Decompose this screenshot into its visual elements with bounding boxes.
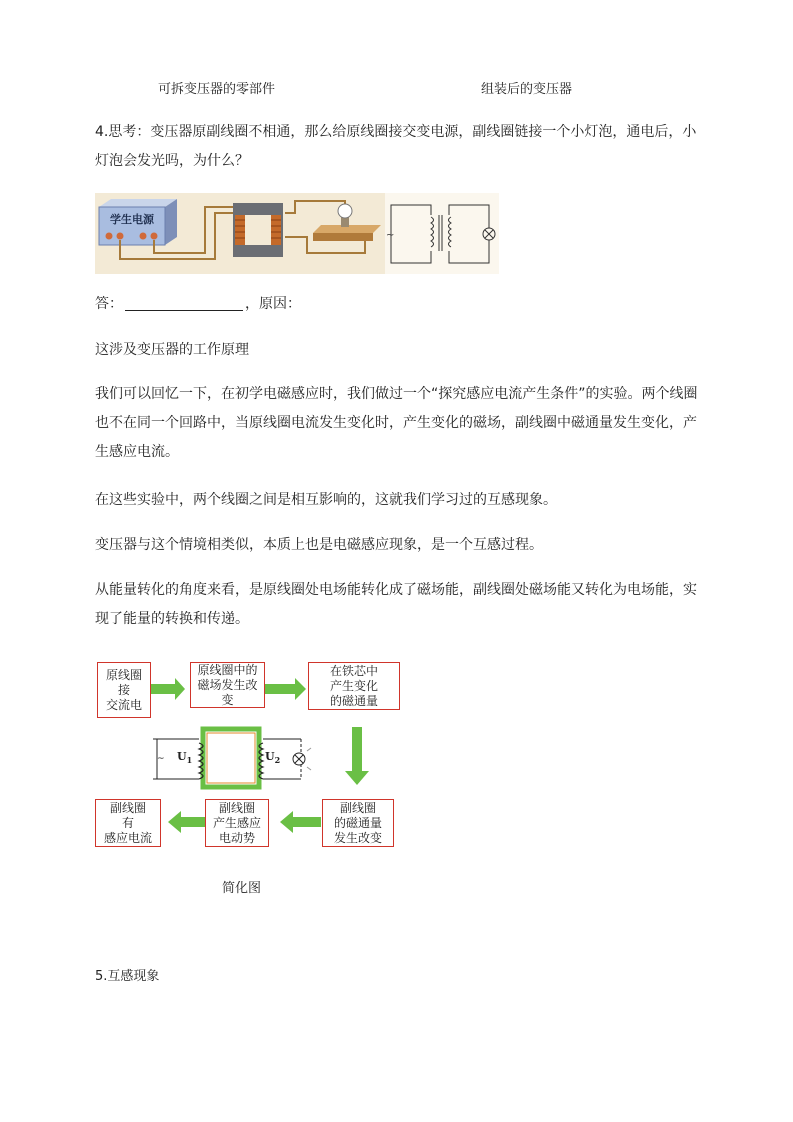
flow-arrow-right-1 — [151, 678, 185, 700]
svg-text:~: ~ — [386, 230, 395, 241]
flow-box-secondary-emf: 副线圈 产生感应 电动势 — [205, 799, 269, 847]
question-4-text: 4.思考：变压器原副线圈不相通，那么给原线圈接交变电源，副线圈链接一个小灯泡，通电后，小灯泡会发光吗，为什么？ — [95, 124, 697, 169]
caption-transformer-assembled: 组装后的变压器 — [481, 82, 573, 97]
flow-arrow-left-1 — [280, 811, 321, 833]
answer-suffix: ，原因： — [245, 296, 301, 312]
u2-label: $U_2$ — [265, 750, 281, 766]
section-5-heading: 5.互感现象 — [95, 969, 160, 984]
mutual-induction-flowchart — [95, 655, 405, 855]
flow-box-secondary-current: 副线圈 有 感应电流 — [95, 799, 161, 847]
svg-text:~: ~ — [157, 754, 165, 764]
flow-arrow-right-2 — [265, 678, 306, 700]
flow-box-primary-field-change: 原线圈中的 磁场发生改 变 — [190, 662, 265, 708]
paragraph-energy-conversion: 从能量转化的角度来看，是原线圈处电场能转化成了磁场能，副线圈处磁场能又转化为电场能，实现了能量的转换和传递。 — [95, 582, 697, 627]
u1-label: $U_1$ — [177, 750, 193, 766]
flow-arrow-down — [345, 727, 369, 785]
paragraph-mutual-influence: 在这些实验中，两个线圈之间是相互影响的，这就我们学习过的互感现象。 — [95, 492, 557, 508]
flow-box-core-flux: 在铁芯中 产生变化 的磁通量 — [308, 662, 400, 710]
transformer-experiment-figure — [95, 193, 499, 274]
flowchart-caption: 简化图 — [222, 881, 262, 896]
caption-transformer-parts: 可拆变压器的零部件 — [158, 82, 276, 97]
paragraph-working-principle: 这涉及变压器的工作原理 — [95, 342, 249, 358]
answer-prefix: 答： — [95, 296, 123, 312]
flow-arrow-left-2 — [168, 811, 205, 833]
power-supply-label: 学生电源 — [110, 213, 154, 226]
paragraph-transformer-similar: 变压器与这个情境相类似，本质上也是电磁感应现象，是一个互感过程。 — [95, 537, 543, 553]
flow-box-primary-ac: 原线圈 接 交流电 — [97, 662, 151, 718]
answer-blank[interactable] — [125, 294, 243, 311]
flow-box-secondary-flux: 副线圈 的磁通量 发生改变 — [322, 799, 394, 847]
paragraph-recall-experiment: 我们可以回忆一下，在初学电磁感应时，我们做过一个“探究感应电流产生条件”的实验。两个线圈也不在同一个回路中，当原线圈电流发生变化时，产生变化的磁场，副线圈中磁通量发生变化，产生感应电流。 — [95, 386, 698, 460]
answer-line — [95, 290, 705, 319]
